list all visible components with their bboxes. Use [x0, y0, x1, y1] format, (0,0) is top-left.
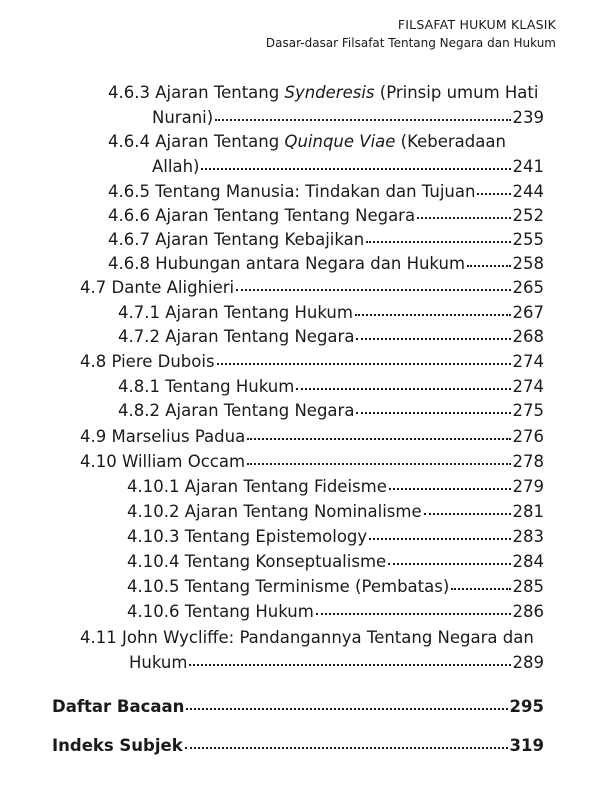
leader-dots [389, 484, 511, 490]
toc-page: 239 [512, 108, 544, 127]
toc-title-continued: Nurani) [152, 108, 214, 127]
toc-page: 275 [512, 401, 544, 420]
leader-dots [366, 237, 510, 243]
toc-title: Indeks Subjek [52, 736, 183, 755]
toc-title: Tentang Epistemology [184, 527, 368, 546]
toc-entry-4-6-6[interactable] [108, 203, 544, 228]
toc-title: Ajaran Tentang Kebajikan [155, 230, 365, 249]
toc-page: 285 [512, 577, 544, 596]
toc-page: 258 [512, 254, 544, 273]
toc-number: 4.6.6 [108, 206, 150, 225]
leader-dots [356, 408, 510, 414]
toc-page: 284 [512, 552, 544, 571]
toc-page: 289 [512, 653, 544, 672]
toc-title: Ajaran Tentang Negara [165, 327, 355, 346]
leader-dots [424, 509, 511, 515]
toc-number: 4.10.3 [127, 527, 180, 546]
leader-dots [185, 743, 508, 749]
leader-dots [451, 584, 510, 590]
toc-entry-4-8[interactable] [80, 349, 544, 374]
toc-title-continued: Allah) [152, 157, 200, 176]
leader-dots [217, 359, 511, 365]
toc-entry-4-11[interactable] [80, 625, 544, 675]
toc-number: 4.10.2 [127, 502, 180, 521]
toc-page: 319 [509, 736, 544, 755]
leader-dots [388, 559, 510, 565]
toc-page: 252 [512, 206, 544, 225]
toc-entry-4-6-3[interactable] [108, 80, 544, 130]
toc-entry-indeks-subjek[interactable] [52, 733, 544, 758]
toc-number: 4.7.2 [118, 327, 160, 346]
toc-number: 4.7 [80, 278, 107, 297]
toc-title: John Wycliffe: Pandangannya Tentang Negara dan [122, 628, 534, 647]
toc-entry-4-6-7[interactable] [108, 227, 544, 252]
leader-dots [247, 459, 510, 465]
toc-title: William Occam [122, 452, 246, 471]
toc-entry-4-10-4[interactable] [127, 549, 544, 574]
leader-dots [417, 213, 510, 219]
leader-dots [296, 384, 510, 390]
toc-title: Ajaran Tentang Quinque Viae (Keberadaan [155, 132, 506, 151]
toc-number: 4.6.3 [108, 83, 150, 102]
toc-title: Ajaran Tentang Fideisme [184, 477, 387, 496]
toc-page: 274 [512, 352, 544, 371]
toc-title: Hubungan antara Negara dan Hukum [155, 254, 466, 273]
toc-entry-4-6-5[interactable] [108, 179, 544, 204]
leader-dots [189, 660, 510, 666]
leader-dots [201, 164, 510, 170]
leader-dots [467, 261, 510, 267]
toc-entry-4-8-2[interactable] [118, 398, 544, 423]
toc-number: 4.10.5 [127, 577, 180, 596]
toc-number: 4.8.1 [118, 377, 160, 396]
toc-number: 4.10 [80, 452, 117, 471]
toc-entry-4-6-8[interactable] [108, 251, 544, 276]
toc-number: 4.7.1 [118, 303, 160, 322]
book-subtitle: Dasar-dasar Filsafat Tentang Negara dan Hukum [265, 36, 556, 50]
toc-number: 4.9 [80, 427, 107, 446]
toc-title: Ajaran Tentang Nominalisme [184, 502, 422, 521]
toc-number: 4.6.5 [108, 182, 150, 201]
toc-page: 241 [512, 157, 544, 176]
toc-entry-4-7-2[interactable] [118, 324, 544, 349]
toc-page: 276 [512, 427, 544, 446]
toc-entry-4-10-2[interactable] [127, 499, 544, 524]
toc-entry-4-6-4[interactable] [108, 129, 544, 179]
toc-title: Ajaran Tentang Synderesis (Prinsip umum Hati [155, 83, 539, 102]
toc-entry-4-10[interactable] [80, 449, 544, 474]
leader-dots [247, 434, 510, 440]
leader-dots [369, 534, 510, 540]
toc-entry-daftar-bacaan[interactable] [52, 694, 544, 719]
toc-page: 274 [512, 377, 544, 396]
toc-entry-4-10-6[interactable] [127, 599, 544, 624]
toc-page: 255 [512, 230, 544, 249]
toc-page: 244 [512, 182, 544, 201]
toc-number: 4.6.7 [108, 230, 150, 249]
toc-title: Dante Alighieri [111, 278, 235, 297]
toc-entry-4-8-1[interactable] [118, 374, 544, 399]
toc-page: 283 [512, 527, 544, 546]
toc-number: 4.11 [80, 628, 117, 647]
toc-title: Tentang Konseptualisme [184, 552, 387, 571]
toc-title-continued: Hukum [129, 653, 188, 672]
toc-number: 4.10.1 [127, 477, 180, 496]
running-header [266, 16, 556, 52]
toc-entry-4-9[interactable] [80, 424, 544, 449]
toc-page: 281 [512, 502, 544, 521]
toc-number: 4.8.2 [118, 401, 160, 420]
toc-entry-4-10-5[interactable] [127, 574, 544, 599]
toc-title: Piere Dubois [111, 352, 215, 371]
toc-title: Ajaran Tentang Negara [165, 401, 355, 420]
toc-page: 267 [512, 303, 544, 322]
toc-title: Ajaran Tentang Tentang Negara [155, 206, 416, 225]
toc-page: 295 [509, 697, 544, 716]
toc-page: 279 [512, 477, 544, 496]
toc-number: 4.6.4 [108, 132, 150, 151]
toc-title: Tentang Manusia: Tindakan dan Tujuan [155, 182, 476, 201]
leader-dots [236, 285, 510, 291]
toc-page: 268 [512, 327, 544, 346]
toc-entry-4-10-3[interactable] [127, 524, 544, 549]
toc-title: Marselius Padua [111, 427, 246, 446]
leader-dots [186, 704, 507, 710]
toc-title: Tentang Hukum [184, 602, 314, 621]
leader-dots [316, 609, 511, 615]
leader-dots [355, 310, 511, 316]
toc-number: 4.8 [80, 352, 107, 371]
book-title: FILSAFAT HUKUM KLASIK [397, 17, 556, 32]
leader-dots [215, 115, 510, 121]
toc-page: 286 [512, 602, 544, 621]
toc-title: Tentang Hukum [165, 377, 295, 396]
toc-page: 265 [512, 278, 544, 297]
toc-title: Tentang Terminisme (Pembatas) [184, 577, 450, 596]
leader-dots [356, 334, 510, 340]
toc-page: 278 [512, 452, 544, 471]
toc-number: 4.6.8 [108, 254, 150, 273]
toc-title: Daftar Bacaan [52, 697, 185, 716]
leader-dots [477, 189, 510, 195]
toc-title: Ajaran Tentang Hukum [165, 303, 353, 322]
toc-entry-4-7[interactable] [80, 275, 544, 300]
toc-number: 4.10.6 [127, 602, 180, 621]
toc-entry-4-10-1[interactable] [127, 474, 544, 499]
toc-number: 4.10.4 [127, 552, 180, 571]
toc-entry-4-7-1[interactable] [118, 300, 544, 325]
